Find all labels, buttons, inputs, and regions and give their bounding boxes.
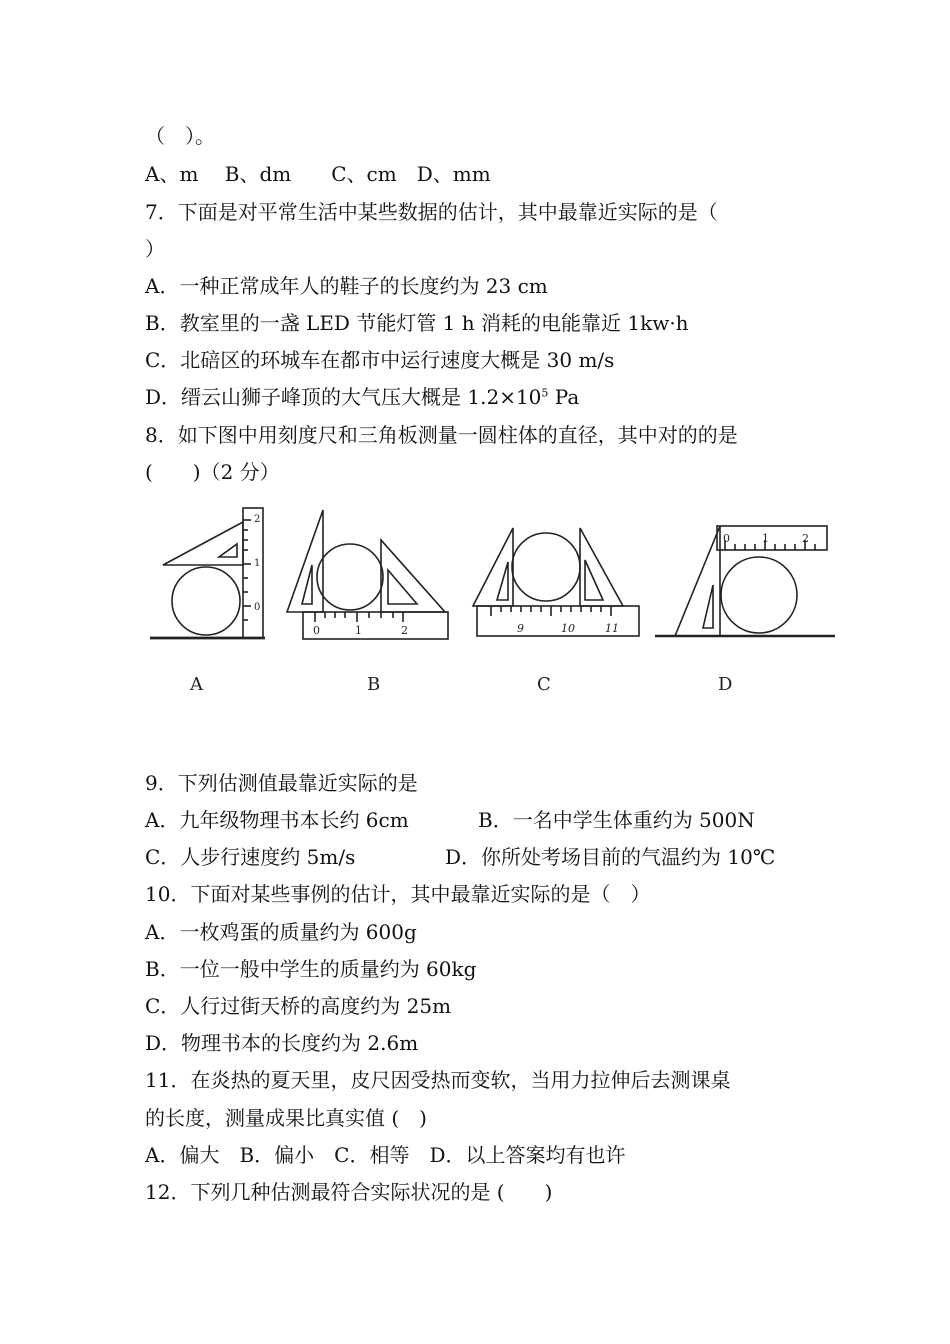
tick-label: 1: [762, 532, 769, 545]
question-6-options: A、m B、dm C、cm D、mm: [145, 162, 491, 186]
option-d-unit: Pa: [548, 385, 580, 409]
exponent: 5: [541, 386, 549, 400]
question-8-figure: [145, 500, 835, 710]
question-10-option-d: D．物理书本的长度约为 2.6m: [145, 1031, 419, 1055]
question-9-option-d: D．你所处考场目前的气温约为 10℃: [445, 845, 776, 869]
question-7-option-a: A．一种正常成年人的鞋子的长度约为 23 cm: [145, 274, 548, 298]
question-8-stem: 8．如下图中用刻度尺和三角板测量一圆柱体的直径，其中对的的是: [145, 423, 738, 447]
question-11-stem-cont: 的长度，测量成果比真实值 ( ): [145, 1106, 427, 1130]
question-7-option-d: [145, 385, 579, 409]
tick-label: 1: [254, 558, 261, 569]
tick-label: 9: [517, 622, 524, 635]
question-9-stem: 9．下列估测值最靠近实际的是: [145, 771, 418, 795]
tick-label: 2: [401, 624, 408, 637]
tick-label: 0: [723, 532, 730, 545]
question-11-stem: 11．在炎热的夏天里，皮尺因受热而变软，当用力拉伸后去测课桌: [145, 1068, 731, 1092]
question-9-option-c: C．人步行速度约 5m/s: [145, 845, 356, 869]
question-8-stem-cont: ( )（2 分）: [145, 460, 280, 484]
tick-label: 0: [313, 624, 320, 637]
question-9-option-a: A．九年级物理书本长约 6cm: [145, 808, 409, 832]
tick-label: 0: [254, 602, 261, 613]
question-10-option-c: C．人行过街天桥的高度约为 25m: [145, 994, 452, 1018]
question-9-option-b: B．一名中学生体重约为 500N: [478, 808, 755, 832]
question-11-options: A．偏大 B．偏小 C．相等 D．以上答案均有也许: [145, 1143, 626, 1167]
figure-label-c: C: [537, 674, 551, 695]
figure-label-b: B: [367, 674, 381, 695]
figure-label-a: A: [190, 674, 203, 695]
tick-label: 2: [802, 532, 809, 545]
question-10-option-b: B．一位一般中学生的质量约为 60kg: [145, 957, 477, 981]
tick-label: 11: [605, 622, 619, 635]
tick-label: 1: [355, 624, 362, 637]
figure-c: [473, 528, 639, 695]
figure-d: [655, 526, 835, 695]
question-6-paren: （ ）。: [145, 124, 215, 148]
question-10-option-a: A．一枚鸡蛋的质量约为 600g: [145, 920, 417, 944]
figure-b: [287, 510, 448, 695]
option-d-text: D．缙云山狮子峰顶的大气压大概是 1.2×10: [145, 385, 542, 409]
tick-label: 10: [561, 622, 575, 635]
question-10-stem: 10．下面对某些事例的估计，其中最靠近实际的是（ ）: [145, 882, 651, 906]
figure-label-d: D: [718, 674, 733, 695]
question-7-stem: 7．下面是对平常生活中某些数据的估计，其中最靠近实际的是（: [145, 200, 718, 224]
question-12-stem: 12．下列几种估测最符合实际状况的是 ( ): [145, 1180, 553, 1204]
question-7-stem-cont: ）: [145, 237, 165, 261]
question-7-option-c: C．北碚区的环城车在都市中运行速度大概是 30 m/s: [145, 348, 615, 372]
question-7-option-b: B．教室里的一盏 LED 节能灯管 1 h 消耗的电能靠近 1kw·h: [145, 311, 689, 335]
figure-a: [150, 508, 265, 695]
tick-label: 2: [254, 514, 261, 525]
